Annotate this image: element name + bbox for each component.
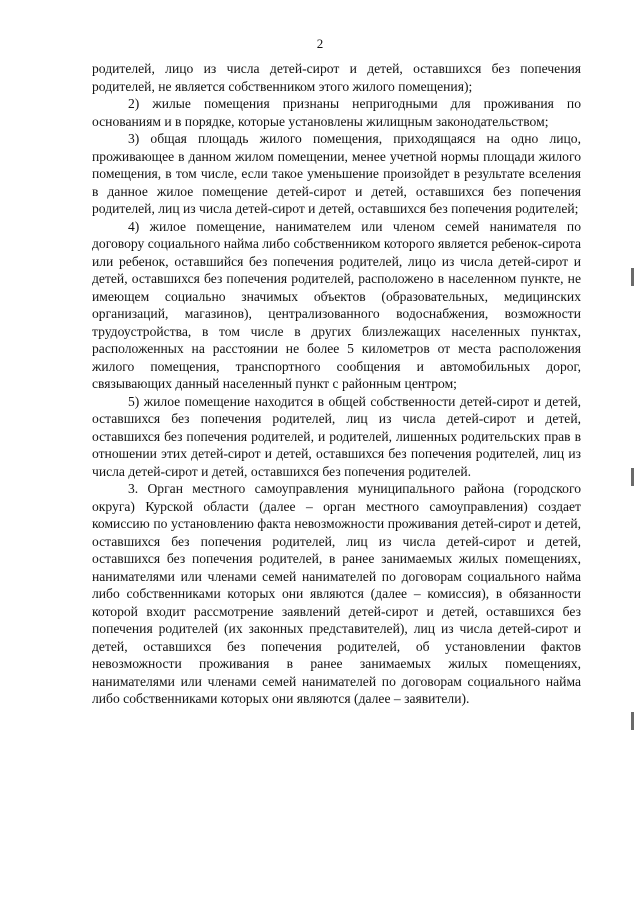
scan-edge-mark bbox=[631, 268, 634, 286]
page-number: 2 bbox=[316, 36, 324, 51]
paragraph-clause-3: 3. Орган местного самоуправления муниципального района (городского округа) Курской области (далее – орган местного самоуправления) создает комиссию по установлению факта невозможности проживания детей-сирот и детей, оставшихся без попечения родителей, лиц из числа детей-сирот и детей, оставшихся без попечения родителей, в ранее занимаемых жилых помещениях, нанимателями или членами семей нанимателей по договорам социального найма либо собственниками которых они являются (далее – комиссия), в обязанности которой входит рассмотрение заявлений детей-сирот и детей, оставшихся без попечения родителей (их законных представителей), лиц из числа детей-сирот и детей, оставшихся без попечения родителей, об установлении фактов невозможности проживания в ранее занимаемых жилых помещениях, нанимателями или членами семей нанимателей по договорам социального найма либо собственниками которых они являются (далее – заявители). bbox=[92, 481, 581, 706]
paragraph-item-3: 3) общая площадь жилого помещения, приходящаяся на одно лицо, проживающее в данном жилом помещении, менее учетной нормы площади жилого помещения, в том числе, если такое уменьшение произойдет в результате вселения в данное жилое помещение детей-сирот и детей, оставшихся без попечения родителей, лиц из числа детей-сирот и детей, оставшихся без попечения родителей; bbox=[92, 131, 581, 216]
paragraph-item-2: 2) жилые помещения признаны непригодными для проживания по основаниям и в порядке, которые установлены жилищным законодательством; bbox=[92, 96, 581, 129]
paragraph-item-5: 5) жилое помещение находится в общей собственности детей-сирот и детей, оставшихся без попечения родителей, лиц из числа детей-сирот и детей, оставшихся без попечения родителей, и родителей, лишенных родительских прав в отношении этих детей-сирот и детей, оставшихся без попечения родителей, лиц из числа детей-сирот и детей, оставшихся без попечения родителей. bbox=[92, 393, 581, 479]
scan-edge-mark bbox=[631, 712, 634, 730]
scan-edge-mark bbox=[631, 468, 634, 486]
paragraph-continuation: родителей, лицо из числа детей-сирот и детей, оставшихся без попечения родителей, не является собственником этого жилого помещения); bbox=[92, 61, 581, 94]
paragraph-item-4: 4) жилое помещение, нанимателем или членом семей нанимателя по договору социального найма либо собственником которого является ребенок-сирота или ребенок, оставшийся без попечения родителей, лицо из числа детей-сирот и детей, оставшихся без попечения родителей, расположено в населенном пункте, не имеющем социально значимых объектов (образовательных, медицинских организаций, магазинов), централизованного водоснабжения, возможности трудоустройства, в том числе в других близлежащих населенных пунктах, расположенных на расстоянии не более 5 километров от места расположения жилого помещения, транспортного сообщения и автомобильных дорог, связывающих данный населенный пункт с районным центром; bbox=[92, 218, 581, 391]
document-body bbox=[92, 60, 581, 708]
